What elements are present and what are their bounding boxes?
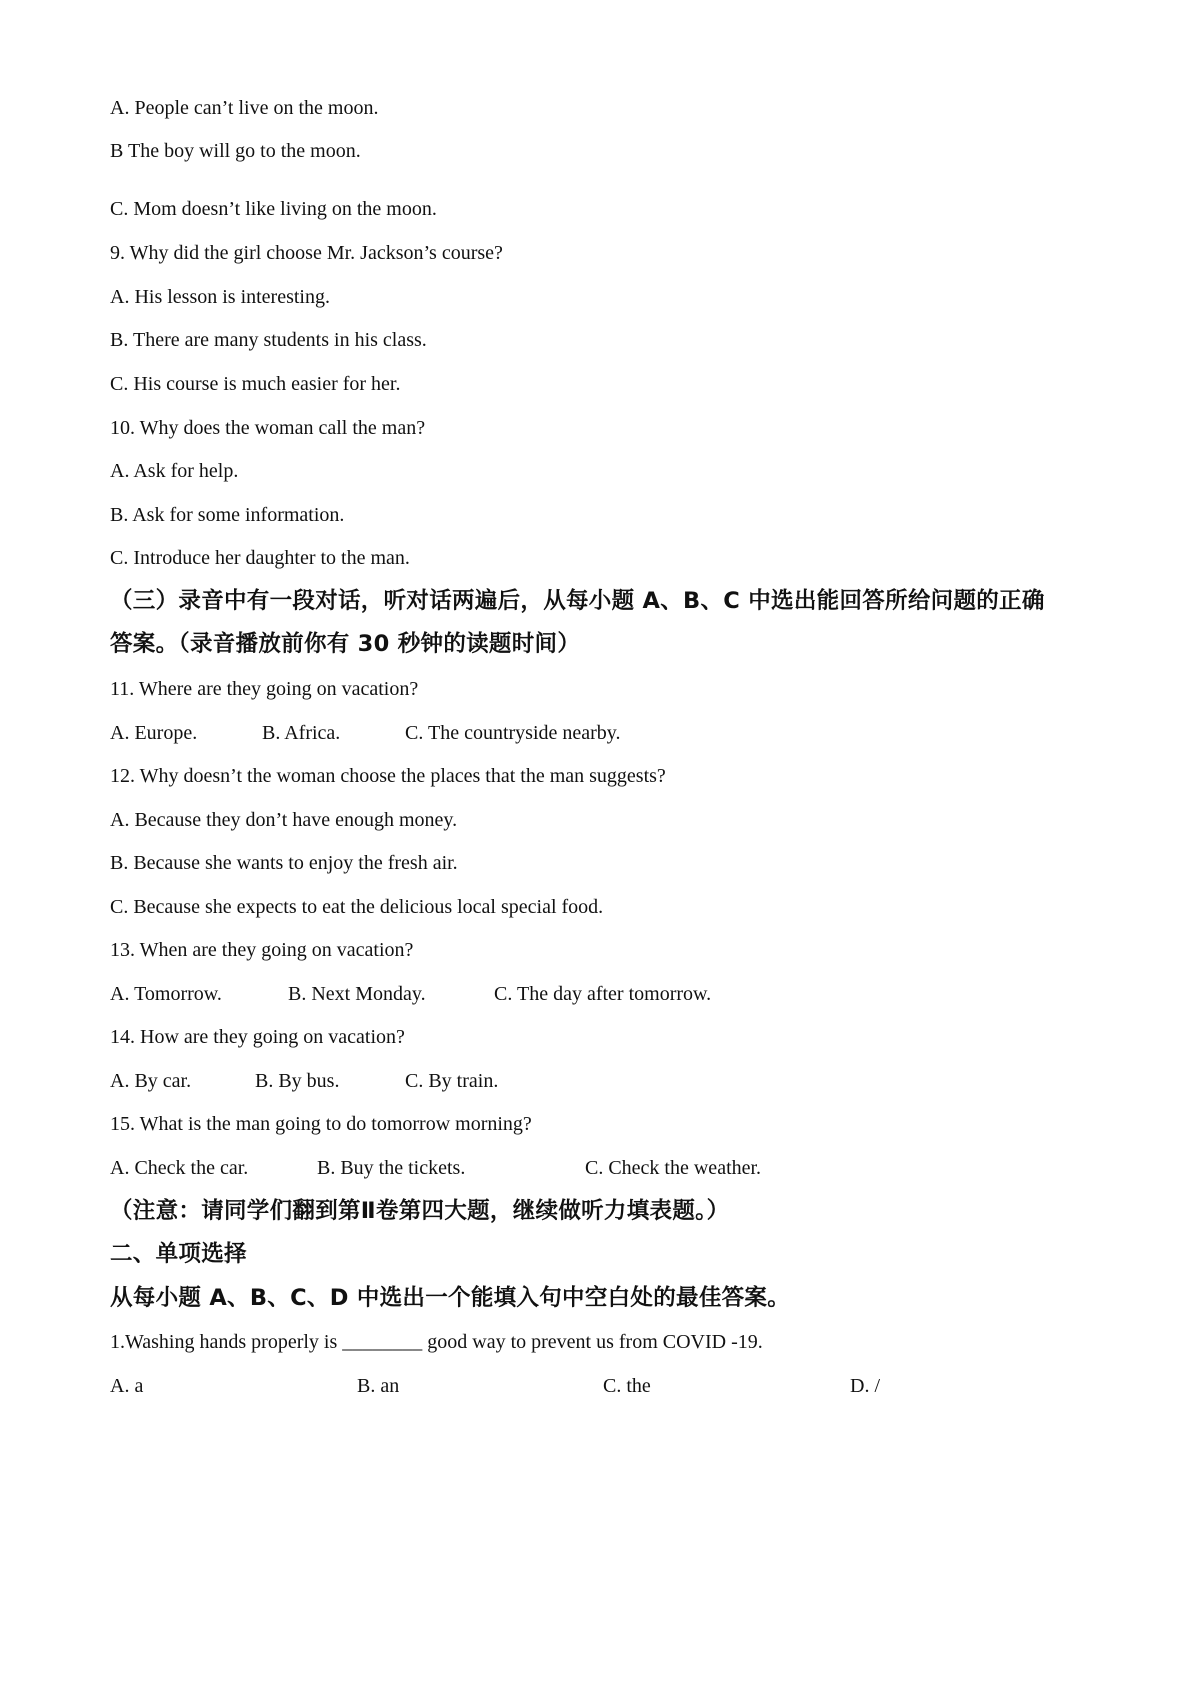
q12-option-b: B. Because she wants to enjoy the fresh air. [110, 852, 458, 874]
q11-question: 11. Where are they going on vacation? [110, 678, 419, 700]
q9-question: 9. Why did the girl choose Mr. Jackson’s course? [110, 242, 503, 264]
q10-option-c: C. Introduce her daughter to the man. [110, 547, 410, 569]
q10-option-b: B. Ask for some information. [110, 504, 345, 526]
q14-option-a: A. By car. [110, 1070, 192, 1092]
q13-option-b: B. Next Monday. [288, 983, 426, 1005]
listening-note: （注意：请同学们翻到第Ⅱ卷第四大题，继续做听力填表题。） [110, 1198, 730, 1224]
q12-option-c: C. Because she expects to eat the delicious local special food. [110, 896, 604, 918]
q8-option-a: A. People can’t live on the moon. [110, 97, 379, 119]
section3-heading-line2: 答案。（录音播放前你有 30 秒钟的读题时间） [110, 631, 581, 657]
q12-option-a: A. Because they don’t have enough money. [110, 809, 458, 831]
part2-q1-option-d: D. / [850, 1375, 880, 1397]
q11-option-a: A. Europe. [110, 722, 198, 744]
q8-option-c: C. Mom doesn’t like living on the moon. [110, 198, 437, 220]
q13-option-c: C. The day after tomorrow. [494, 983, 712, 1005]
q13-question: 13. When are they going on vacation? [110, 939, 414, 961]
part2-instruction: 从每小题 A、B、C、D 中选出一个能填入句中空白处的最佳答案。 [110, 1285, 791, 1311]
q14-question: 14. How are they going on vacation? [110, 1026, 405, 1048]
q13-option-a: A. Tomorrow. [110, 983, 222, 1005]
part2-q1-option-b: B. an [357, 1375, 400, 1397]
part2-title: 二、单项选择 [110, 1241, 247, 1267]
q9-option-b: B. There are many students in his class. [110, 329, 427, 351]
q15-option-c: C. Check the weather. [585, 1157, 762, 1179]
q14-option-c: C. By train. [405, 1070, 499, 1092]
q9-option-a: A. His lesson is interesting. [110, 286, 330, 308]
section3-heading-line1: （三）录音中有一段对话，听对话两遍后，从每小题 A、B、C 中选出能回答所给问题的正确 [110, 588, 1045, 614]
q15-option-a: A. Check the car. [110, 1157, 249, 1179]
part2-q1-option-c: C. the [603, 1375, 651, 1397]
q10-question: 10. Why does the woman call the man? [110, 417, 426, 439]
q9-option-c: C. His course is much easier for her. [110, 373, 401, 395]
part2-q1-option-a: A. a [110, 1375, 144, 1397]
q11-option-b: B. Africa. [262, 722, 341, 744]
q14-option-b: B. By bus. [255, 1070, 340, 1092]
q10-option-a: A. Ask for help. [110, 460, 239, 482]
q11-option-c: C. The countryside nearby. [405, 722, 621, 744]
q15-option-b: B. Buy the tickets. [317, 1157, 466, 1179]
q15-question: 15. What is the man going to do tomorrow morning? [110, 1113, 532, 1135]
q8-option-b: B The boy will go to the moon. [110, 140, 361, 162]
q12-question: 12. Why doesn’t the woman choose the places that the man suggests? [110, 765, 666, 787]
part2-q1-question: 1.Washing hands properly is ________ good way to prevent us from COVID -19. [110, 1331, 763, 1353]
